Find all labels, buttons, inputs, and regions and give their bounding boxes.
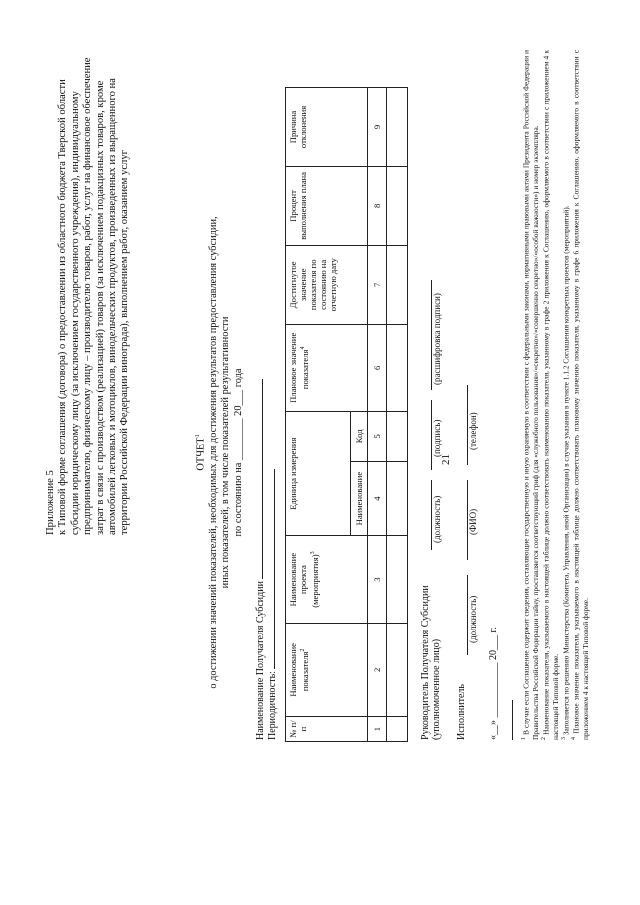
footnote-3: $^3$ Заполняется по решению Министерства (Комитета, Управления, иной Организации) в случае указания в пункте 1.1.2 Соглашения конкретных проектов (мероприятий). <box>560 205 571 740</box>
executor-position-line <box>456 575 468 655</box>
head-decode-line <box>420 280 432 390</box>
table-row <box>387 88 408 742</box>
head-position-line <box>420 480 432 550</box>
table-column-numbers-row <box>368 88 387 742</box>
col-header-unit-name: Наименование <box>351 461 368 536</box>
table-cell <box>387 324 408 411</box>
column-number: 4 <box>368 461 387 536</box>
recipient-block <box>255 379 279 740</box>
recipient-period-label: Периодичность: <box>267 671 278 740</box>
head-signature-line <box>420 400 432 470</box>
footnote-4: $^4$ Плановое значение показателя, указываемого в настоящей таблице должно соответствовать плановому значению показателя, указанному в графе 6 приложения к Соглашению, оформляемого в соответствии с приложением 4 к настоящей Типовой форме. <box>571 50 591 740</box>
column-number: 1 <box>368 717 387 742</box>
col-header-indicator: Наименование показателя$^2$ <box>286 623 368 716</box>
report-title-block <box>192 0 245 905</box>
appendix-heading <box>45 35 132 535</box>
page-number: 21 <box>440 454 452 465</box>
column-number: 3 <box>368 536 387 623</box>
table-cell <box>387 88 408 167</box>
table-cell <box>387 166 408 245</box>
column-number: 6 <box>368 324 387 411</box>
report-title: ОТЧЕТ <box>195 437 207 471</box>
executor-fio-caption: (ФИО) <box>468 508 478 535</box>
footnotes <box>520 50 590 740</box>
recipient-name-line <box>262 379 263 579</box>
report-date-prefix: по состоянию на <box>232 462 244 537</box>
column-number: 2 <box>368 623 387 716</box>
executor-label: Исполнитель <box>456 684 467 740</box>
column-number: 9 <box>368 88 387 167</box>
col-header-percent: Процент выполнения плана <box>286 166 368 245</box>
head-signature-caption: (подпись) <box>432 419 442 457</box>
table-cell <box>387 461 408 536</box>
col-header-project: Наименование проекта (мероприятия)$^3$ <box>286 536 368 623</box>
report-subtitle-1: о достижении значений показателей, необходимых для достижения результатов предоставления субсидии, <box>207 216 219 689</box>
table-cell <box>387 536 408 623</box>
executor-phone-line <box>456 385 468 465</box>
head-position-caption: (должность) <box>432 495 442 543</box>
appendix-number: Приложение 5 <box>45 470 56 535</box>
table-cell <box>387 717 408 742</box>
executor-phone-caption: (телефон) <box>468 412 478 450</box>
executor-position-caption: (должность) <box>468 595 478 643</box>
table-cell <box>387 623 408 716</box>
footnote-2: $^2$ Наименование показателя, указываемого в настоящей таблице должно соответствовать наименованию показателя, указанному в графе 2 приложения к Соглашению, оформляемого в соответствии с приложением 4 к настоящей Типовой форме. <box>540 50 560 740</box>
report-subtitle-2: иных показателей, в том числе показателей результативности <box>220 316 232 589</box>
column-number: 8 <box>368 166 387 245</box>
table-header-row <box>286 88 351 742</box>
signature-date: «__» ___________ 20___ г. <box>488 627 499 740</box>
report-date-year: 20___ года <box>232 368 244 416</box>
report-date-blank: ________ <box>232 418 244 461</box>
head-decode-caption: (расшифровка подписи) <box>432 293 442 385</box>
recipient-period-line <box>274 469 275 669</box>
report-title-footnote: 1 <box>195 434 201 438</box>
column-number: 7 <box>368 245 387 324</box>
footnote-1: $^1$ В случае если Соглашение содержит сведения, составляющие государственную и иную охраняемую в соответствии с федеральными законами, нормативными правовыми актами Президента Российской Федерации и Правительства Российской Федерации тайну, проставляется соответствующий гриф (для «служебного пользования»/«секретно»/«совершенно секретно»/«особой важности») и номер экземпляра. <box>521 50 540 740</box>
col-header-number: № п/п <box>286 717 368 742</box>
table-cell <box>387 411 408 461</box>
appendix-text: к Типовой форме соглашения (договора) о предоставлении из областного бюджета Тверской области субсидии юридическому лицу (за исключением государственного учреждения), индивидуальному предпринимателю, физическому лицу – производителю товаров, работ, услуг на финансовое обеспечение затрат в связи с производством (реализацией) товаров (за исключением подакцизных товаров, кроме автомобилей легковых и мотоциклов, винодельческих продуктов, произведенных из выращенного на территории Российской Федерации винограда), выполнением работ, оказанием услуг <box>57 57 131 535</box>
report-table <box>285 87 408 742</box>
report-date-line <box>233 0 245 905</box>
col-header-planned: Плановое значение показателя$^4$ <box>286 324 368 411</box>
col-header-achieved: Достигнутое значение показателя по состоянию на отчетную дату <box>286 245 368 324</box>
head-signature-label: Руководитель Получателя Субсидии (уполномоченное лицо) <box>420 585 442 740</box>
recipient-name-label: Наименование Получателя Субсидии <box>255 581 266 740</box>
col-header-reason: Причина отклонения <box>286 88 368 167</box>
col-header-unit: Единица измерения <box>286 411 351 536</box>
table-cell <box>387 245 408 324</box>
executor-fio-line <box>456 480 468 560</box>
footnote-separator <box>512 700 513 740</box>
column-number: 5 <box>368 411 387 461</box>
col-header-unit-code: Код <box>351 411 368 461</box>
